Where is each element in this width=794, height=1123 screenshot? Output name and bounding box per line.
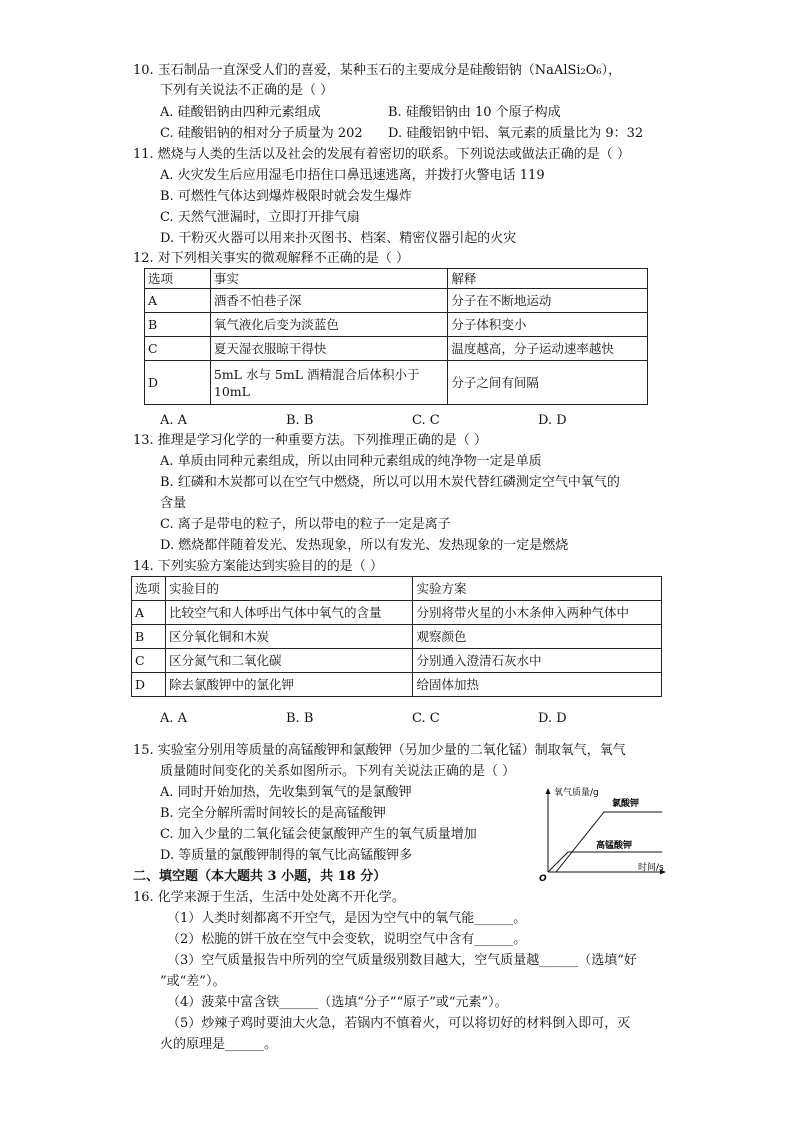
table-cell: C bbox=[145, 337, 211, 361]
table-cell: 夏天湿衣服晾干得快 bbox=[210, 337, 448, 361]
table-cell: 分别通入澄清石灰水中 bbox=[413, 649, 662, 673]
q13-stem: 13. 推理是学习化学的一种重要方法。下列推理正确的是（ ） bbox=[133, 433, 487, 448]
q14-stem: 14. 下列实验方案能达到实验目的的是（ ） bbox=[133, 559, 383, 574]
q10-stem-2: 下列有关说法不正确的是（ ） bbox=[160, 83, 334, 98]
q15-option-a: A. 同时开始加热，先收集到氧气的是氯酸钾 bbox=[160, 785, 412, 800]
q12-choice-c: C. C bbox=[412, 413, 440, 428]
table-header-cell: 选项 bbox=[145, 269, 211, 289]
section-heading: 二、填空题（本大题共 3 小题，共 18 分） bbox=[133, 869, 387, 884]
oxygen-mass-graph bbox=[538, 786, 670, 882]
q13-option-b-cont: 含量 bbox=[160, 496, 187, 511]
q16-sub-5-cont: 火的原理是______。 bbox=[160, 1037, 278, 1052]
q16-sub-1: （1）人类时刻都离不开空气，是因为空气中的氧气能______。 bbox=[167, 911, 527, 926]
q15-option-d: D. 等质量的氯酸钾制得的氧气比高锰酸钾多 bbox=[160, 848, 413, 863]
table-header-cell: 解释 bbox=[448, 269, 648, 289]
table-row bbox=[145, 337, 648, 361]
q12-choice-d: D. D bbox=[538, 413, 567, 428]
table-cell: 分别将带火星的小木条伸入两种气体中 bbox=[413, 601, 662, 625]
table-cell: 观察颜色 bbox=[413, 625, 662, 649]
table-row bbox=[132, 673, 662, 697]
q14-choice-a: A. A bbox=[160, 711, 188, 726]
q16-stem: 16. 化学来源于生活，生活中处处离不开化学。 bbox=[133, 890, 405, 905]
table-cell: 温度越高，分子运动速率越快 bbox=[448, 337, 648, 361]
table-cell: D bbox=[145, 361, 211, 405]
q13-option-c: C. 离子是带电的粒子，所以带电的粒子一定是离子 bbox=[160, 517, 451, 532]
table-cell: 氧气液化后变为淡蓝色 bbox=[210, 313, 448, 337]
table-cell: 酒香不怕巷子深 bbox=[210, 289, 448, 313]
table-header-row bbox=[132, 577, 662, 601]
q10-option-b: B. 硅酸铝钠由 10 个原子构成 bbox=[388, 105, 561, 120]
q14-choice-b: B. B bbox=[286, 711, 314, 726]
q10-option-d: D. 硅酸铝钠中铝、氧元素的质量比为 9：32 bbox=[388, 126, 644, 141]
q16-sub-2: （2）松脆的饼干放在空气中会变软，说明空气中含有______。 bbox=[167, 932, 527, 947]
table-cell: A bbox=[145, 289, 211, 313]
q13-option-a: A. 单质由同种元素组成，所以由同种元素组成的纯净物一定是单质 bbox=[160, 454, 542, 469]
q15-option-c: C. 加入少量的二氧化锰会使氯酸钾产生的氧气质量增加 bbox=[160, 827, 477, 842]
table-cell: 分子体积变小 bbox=[448, 313, 648, 337]
q13-option-b: B. 红磷和木炭都可以在空气中燃烧，所以可以用木炭代替红磷测定空气中氧气的 bbox=[160, 475, 620, 490]
q11-option-c: C. 天然气泄漏时，立即打开排气扇 bbox=[160, 210, 360, 225]
q16-sub-5: （5）炒辣子鸡时要油大火急，若锅内不慎着火，可以将切好的材料倒入即可，灭 bbox=[167, 1016, 631, 1031]
q11-option-d: D. 干粉灭火器可以用来扑灭图书、档案、精密仪器引起的火灾 bbox=[160, 231, 517, 246]
table-row bbox=[145, 361, 648, 405]
table-cell: 区分氧化铜和木炭 bbox=[165, 625, 413, 649]
table-row bbox=[132, 601, 662, 625]
y-axis-arrow bbox=[546, 788, 551, 794]
q14-table bbox=[131, 576, 662, 697]
q10-option-c: C. 硅酸铝钠的相对分子质量为 202 bbox=[160, 126, 363, 141]
q14-choice-d: D. D bbox=[538, 711, 567, 726]
q10-option-a: A. 硅酸铝钠由四种元素组成 bbox=[160, 105, 321, 120]
q11-option-a: A. 火灾发生后应用湿毛巾捂住口鼻迅速逃离，并拨打火警电话 119 bbox=[160, 168, 545, 183]
q13-option-d: D. 燃烧都伴随着发光、发热现象，所以有发光、发热现象的一定是燃烧 bbox=[160, 538, 569, 553]
table-cell: 分子之间有间隔 bbox=[448, 361, 648, 405]
series-label-potassium-permanganate: 高锰酸钾 bbox=[596, 841, 633, 851]
table-cell: B bbox=[132, 625, 166, 649]
q16-sub-4: （4）菠菜中富含铁______（选填“分子”“原子”或“元素”）。 bbox=[167, 995, 508, 1010]
q16-sub-3: （3）空气质量报告中所列的空气质量级别数目越大，空气质量越______（选填“好 bbox=[167, 953, 637, 968]
origin-label: O bbox=[539, 874, 547, 884]
table-cell: 除去氯酸钾中的氯化钾 bbox=[165, 673, 413, 697]
table-cell: D bbox=[132, 673, 166, 697]
table-cell: A bbox=[132, 601, 166, 625]
series-label-potassium-chlorate: 氯酸钾 bbox=[612, 799, 640, 809]
q15-option-b: B. 完全分解所需时间较长的是高锰酸钾 bbox=[160, 806, 386, 821]
table-header-cell: 事实 bbox=[210, 269, 448, 289]
table-header-cell: 实验方案 bbox=[413, 577, 662, 601]
table-cell: C bbox=[132, 649, 166, 673]
table-header-cell: 选项 bbox=[132, 577, 166, 601]
q14-choice-c: C. C bbox=[412, 711, 440, 726]
q11-option-b: B. 可燃性气体达到爆炸极限时就会发生爆炸 bbox=[160, 189, 412, 204]
table-cell: 区分氮气和二氧化碳 bbox=[165, 649, 413, 673]
table-header-cell: 实验目的 bbox=[165, 577, 413, 601]
table-row bbox=[132, 625, 662, 649]
table-cell: 比较空气和人体呼出气体中氧气的含量 bbox=[165, 601, 413, 625]
q15-stem-2: 质量随时间变化的关系如图所示。下列有关说法正确的是（ ） bbox=[160, 764, 516, 779]
y-axis-label: 氧气质量/g bbox=[554, 788, 599, 798]
q12-choice-a: A. A bbox=[160, 413, 188, 428]
q16-sub-3-cont: ”或“差”）。 bbox=[160, 974, 226, 989]
q15-graph bbox=[538, 786, 670, 882]
q12-table bbox=[144, 268, 648, 405]
table-cell: 给固体加热 bbox=[413, 673, 662, 697]
table-row bbox=[132, 649, 662, 673]
table-header-row bbox=[145, 269, 648, 289]
q15-stem: 15. 实验室分别用等质量的高锰酸钾和氯酸钾（另加少量的二氧化锰）制取氧气，氧气 bbox=[133, 743, 626, 758]
table-cell: 分子在不断地运动 bbox=[448, 289, 648, 313]
table-cell: B bbox=[145, 313, 211, 337]
q12-stem: 12. 对下列相关事实的微观解释不正确的是（ ） bbox=[133, 251, 409, 266]
table-row bbox=[145, 289, 648, 313]
table-row bbox=[145, 313, 648, 337]
x-axis-label: 时间/s bbox=[638, 863, 664, 873]
q12-choice-b: B. B bbox=[286, 413, 314, 428]
q11-stem: 11. 燃烧与人类的生活以及社会的发展有着密切的联系。下列说法或做法正确的是（ ） bbox=[133, 147, 630, 162]
q10-stem: 10. 玉石制品一直深受人们的喜爱，某种玉石的主要成分是硅酸铝钠（NaAlSi₂O₆）， bbox=[133, 63, 622, 78]
table-cell: 5mL 水与 5mL 酒精混合后体积小于 10mL bbox=[210, 361, 448, 405]
